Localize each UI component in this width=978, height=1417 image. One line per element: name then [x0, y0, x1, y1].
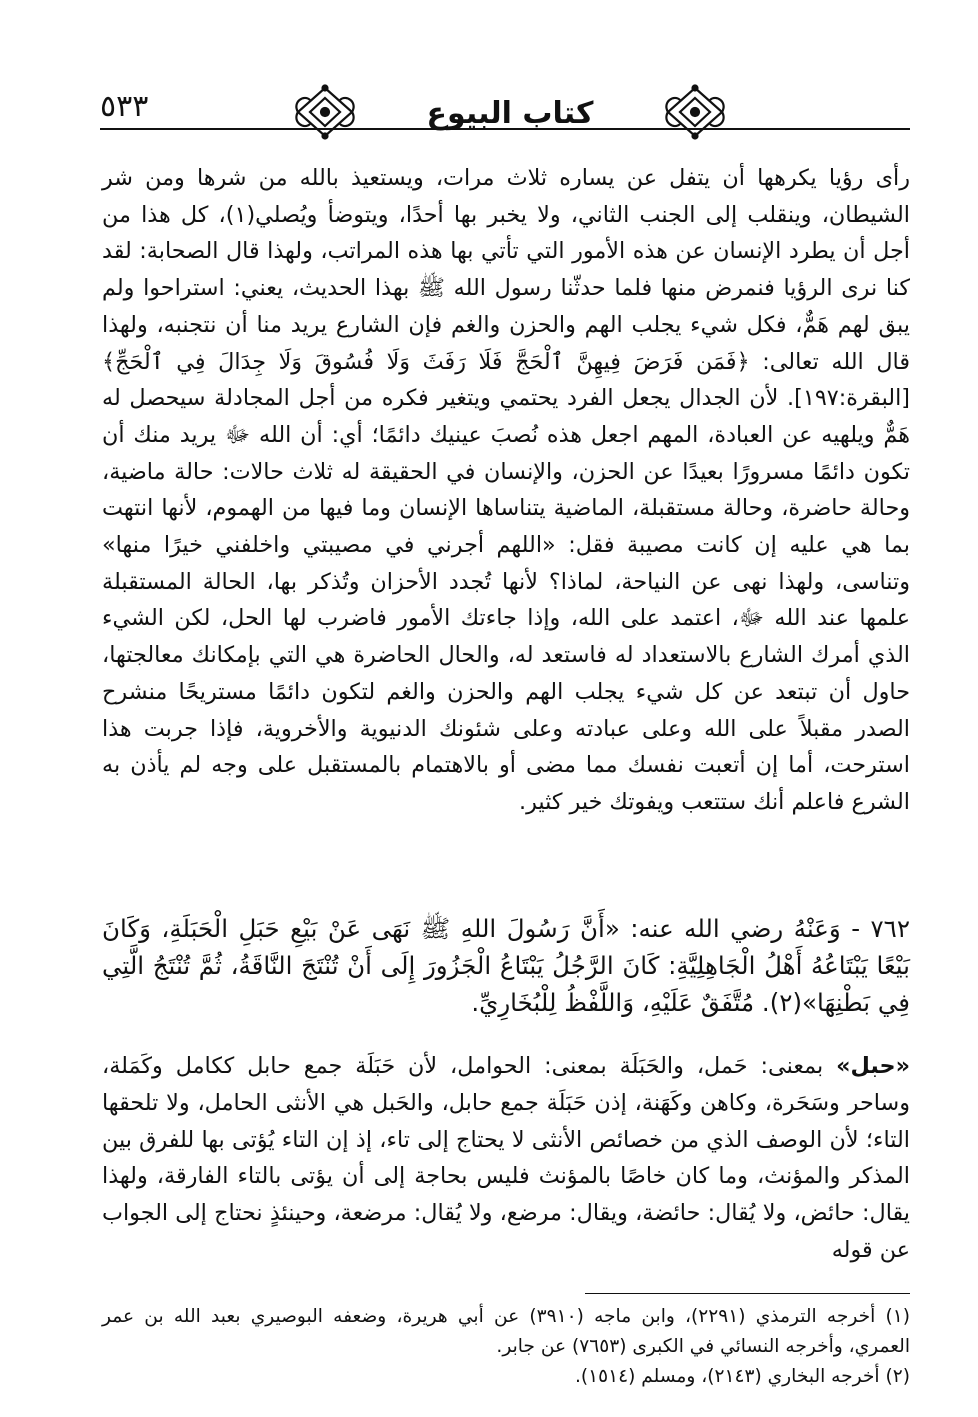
footnote-item: (١) أخرجه الترمذي (٢٢٩١)، وابن ماجه (٣٩١٠) عن أبي هريرة، وضعفه البوصيري بعبد الله بن عمر العمري، وأخرجه النسائي في الكبرى (٧٦٥٣) عن جابر. [102, 1306, 910, 1357]
page-number: ٥٣٣ [100, 89, 149, 124]
page-header [100, 82, 910, 142]
chapter-title: كتاب البيوع [426, 96, 594, 131]
footnotes [102, 1302, 910, 1392]
body-paragraph: رأى رؤيا يكرهها أن يتفل عن يساره ثلاث مرات، ويستعيذ بالله من شرها ومن شر الشيطان، وينقلب إلى الجنب الثاني، ولا يخبر بها أحدًا، ويتوضأ ويُصلي(١)، كل هذا من أجل أن يطرد الإنسان عن هذه الأمور التي تأتي بها هذه المراتب، ولهذا قال الصحابة: لقد كنا نرى الرؤيا فنمرض منها فلما حدثّنا رسول الله ﷺ بهذا الحديث، يعني: استراحوا ولم يبق لهم هَمٌّ، فكل شيء يجلب الهم والحزن والغم فإن الشارع يريد منا أن نتجنبه، ولهذا قال الله تعالى: ﴿فَمَن فَرَضَ فِيهِنَّ ٱلْحَجَّ فَلَا رَفَثَ وَلَا فُسُوقَ وَلَا جِدَالَ فِي ٱلْحَجِّ﴾ [البقرة:١٩٧]. لأن الجدال يجعل الفرد يحتمي ويتغير فكره من أجل المجادلة سيحصل له هَمٌّ ويلهيه عن العبادة، المهم اجعل هذه نُصبَ عينيك دائمًا؛ أي: أن الله ﷻ يريد منك أن تكون دائمًا مسرورًا بعيدًا عن الحزن، والإنسان في الحقيقة له ثلاث حالات: حالة ماضية، وحالة حاضرة، وحالة مستقبلة، الماضية يتناساها الإنسان وما فيها من الهموم، لأنها انتهت بما هي عليه إن كانت مصيبة فقل: «اللهم أجرني في مصيبتي واخلفني خيرًا منها» وتناسى، ولهذا نهى عن النياحة، لماذا؟ لأنها تُجدد الأحزان وتُذكر بها، الحالة المستقبلة علمها عند الله ﷻ، اعتمد على الله، وإذا جاءتك الأمور فاضرب لها الحل، لكن الشيء الذي أمرك الشارع بالاستعداد له فاستعد له، والحال الحاضرة هي التي بإمكانك معالجتها، حاول أن تبتعد عن كل شيء يجلب الهم والحزن والغم لتكون دائمًا مستريحًا منشرح الصدر مقبلاً على الله وعلى عبادته وعلى شئونك الدنيوية والأخروية، فإذا جربت هذا استرحت، أما إن أتعبت نفسك مما مضى أو بالاهتمام بالمستقبل على وجه لم يأذن به الشرع فاعلم أنك ستتعب ويفوتك خير كثير. [102, 165, 910, 815]
commentary-paragraph [102, 1048, 910, 1269]
hadith-text: ٧٦٢ - وَعَنْهُ رضي الله عنه: «أَنَّ رَسُولَ اللهِ ﷺ نَهَى عَنْ بَيْعِ حَبَلِ الْحَبَلَةِ، وَكَانَ بَيْعًا يَبْتَاعُهُ أَهْلُ الْجَاهِلِيَّةِ: كَانَ الرَّجُلُ يَبْتَاعُ الْجَزُورَ إِلَى أَنْ تُنْتَجَ النَّاقَةُ، ثُمَّ تُنْتَجُ الَّتِي فِي بَطْنِهَا»(٢). مُتَّفَقٌ عَلَيْهِ، وَاللَّفْظُ لِلْبُخَارِيِّ. [102, 914, 910, 1017]
footnote-item: (٢) أخرجه البخاري (٢١٤٣)، ومسلم (١٥١٤). [575, 1366, 910, 1387]
footnote-rule [585, 1293, 910, 1294]
commentary-keyword: «حبل» [836, 1053, 910, 1079]
ornament-left-icon [290, 84, 360, 140]
commentary-text: بمعنى: حَمل، والحَبَلَة بمعنى: الحوامل، لأن حَبَلَة جمع حابل ككامل وكَمَلة، وساحر وسَحَرة، وكاهن وكَهَنة، إذن حَبَلَة جمع حابل، والحَبل هي الأنثى الحامل، ولا تلحقها التاء؛ لأن الوصف الذي من خصائص الأنثى لا يحتاج إلى تاء، إذ إن التاء يُؤتى بها للفرق بين المذكر والمؤنث، وما كان خاصًا بالمؤنث فليس بحاجة إلى أن يؤتى بالتاء الفارقة، ولهذا يقال: حائض، ولا يُقال: حائضة، ويقال: مرضع، ولا يُقال: مرضعة، وحينئذٍ نحتاج إلى الجواب عن قوله [102, 1053, 910, 1263]
ornament-right-icon [660, 84, 730, 140]
